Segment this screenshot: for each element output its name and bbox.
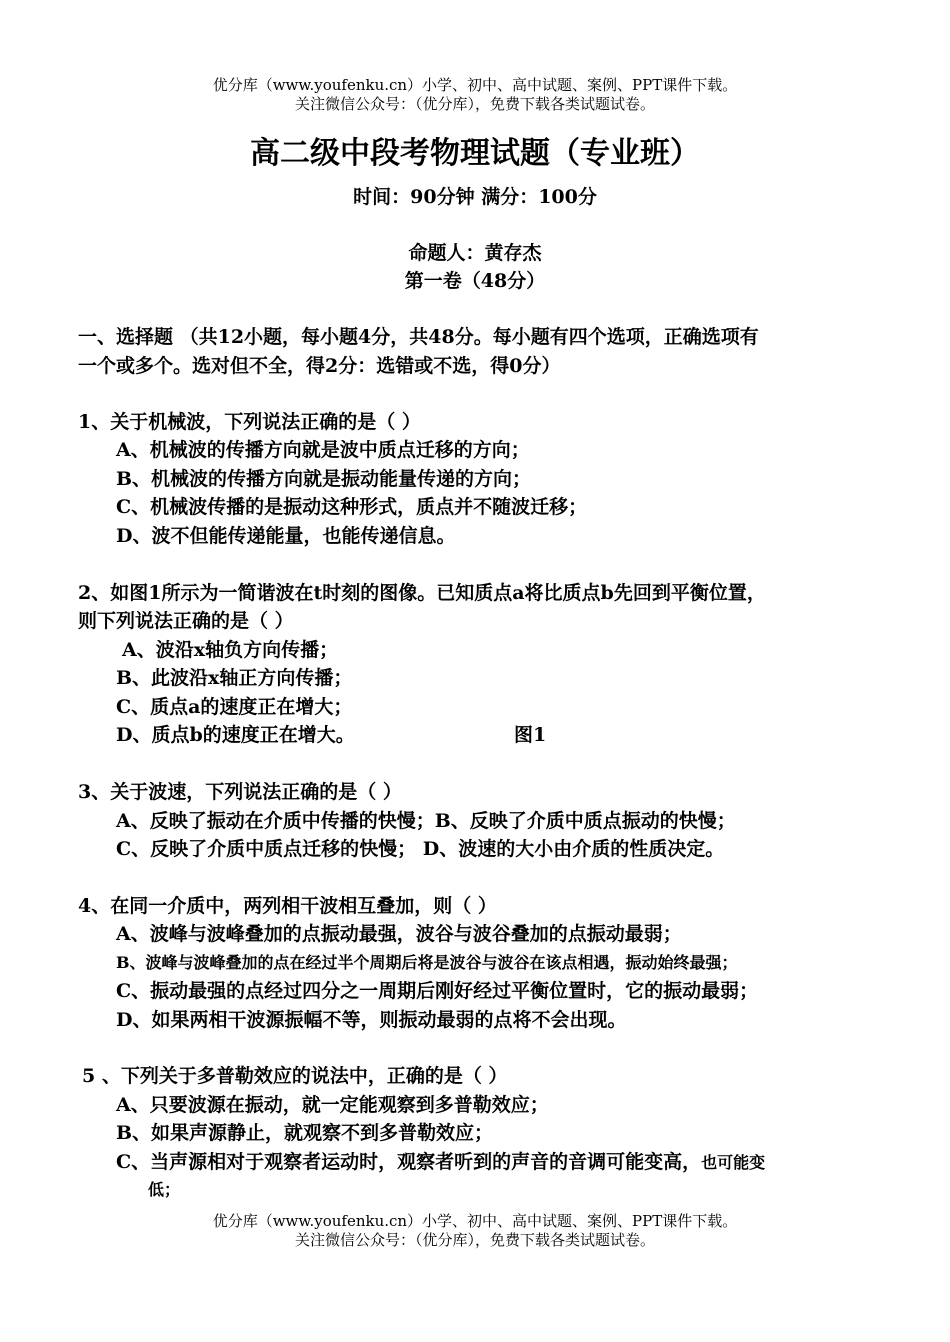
q1-option-a: A、机械波的传播方向就是波中质点迁移的方向； [116,439,530,461]
footer-line-1: 优分库（www.youfenku.cn）小学、初中、高中试题、案例、PPT课件下载。 [212,1212,738,1230]
q1-option-d: D、波不但能传递能量，也能传递信息。 [116,525,456,547]
figure-1-label: 图1 [514,724,547,746]
volume-heading: 第一卷（48分） [404,270,546,292]
q5-option-c-main: C、当声源相对于观察者运动时，观察者听到的声音的音调可能变高， [116,1151,702,1173]
q5-option-c-tail: 也可能变 [701,1153,766,1172]
q4-stem: 4、在同一介质中，两列相干波相互叠加，则（ ） [78,895,497,917]
section-instructions-line-2: 一个或多个。选对但不全，得2分：选错或不选，得0分） [78,355,561,377]
q5-option-b: B、如果声源静止，就观察不到多普勒效应； [116,1122,494,1144]
exam-title: 高二级中段考物理试题（专业班） [250,136,700,171]
time-and-score: 时间：90分钟 满分：100分 [353,186,597,208]
q2-option-d: D、质点b的速度正在增大。 [116,724,355,746]
header-line-1: 优分库（www.youfenku.cn）小学、初中、高中试题、案例、PPT课件下载。 [212,76,738,94]
q5-option-c [116,1149,765,1176]
q1-option-b: B、机械波的传播方向就是振动能量传递的方向； [116,468,532,490]
q3-options-cd: C、反映了介质中质点迁移的快慢； D、波速的大小由介质的性质决定。 [116,838,725,860]
q1-stem: 1、关于机械波，下列说法正确的是（ ） [78,411,421,433]
q2-option-b: B、此波沿x轴正方向传播； [116,667,353,689]
q3-options-ab: A、反映了振动在介质中传播的快慢；B、反映了介质中质点振动的快慢； [116,810,736,832]
q2-option-a: A、波沿x轴负方向传播； [122,639,339,661]
section-instructions-line-1: 一、选择题 （共12小题，每小题4分，共48分。每小题有四个选项，正确选项有 [78,326,759,348]
q5-option-a: A、只要波源在振动，就一定能观察到多普勒效应； [116,1094,549,1116]
q5-stem: 5 、下列关于多普勒效应的说法中，正确的是（ ） [82,1065,508,1087]
q3-stem: 3、关于波速，下列说法正确的是（ ） [78,781,402,803]
page-footer [0,1212,950,1250]
footer-line-2: 关注微信公众号：（优分库），免费下载各类试题试卷。 [294,1231,655,1249]
q4-option-d: D、如果两相干波源振幅不等，则振动最弱的点将不会出现。 [116,1009,627,1031]
q1-option-c: C、机械波传播的是振动这种形式，质点并不随波迁移； [116,496,588,518]
q4-option-a: A、波峰与波峰叠加的点振动最强，波谷与波谷叠加的点振动最弱； [116,923,682,945]
q4-option-b: B、波峰与波峰叠加的点在经过半个周期后将是波谷与波谷在该点相遇，振动始终最强； [116,953,738,972]
q5-option-c-wrap: 低； [148,1180,181,1199]
exam-author: 命题人：黄存杰 [408,242,542,264]
q2-stem-line-2: 则下列说法正确的是（ ） [78,610,294,632]
q2-stem-line-1: 2、如图1所示为一简谐波在t时刻的图像。已知质点a将比质点b先回到平衡位置， [78,582,766,604]
page-header [0,76,950,114]
header-line-2: 关注微信公众号：（优分库），免费下载各类试题试卷。 [294,95,655,113]
q2-option-c: C、质点a的速度正在增大； [116,696,353,718]
q4-option-c: C、振动最强的点经过四分之一周期后刚好经过平衡位置时，它的振动最弱； [116,980,759,1002]
